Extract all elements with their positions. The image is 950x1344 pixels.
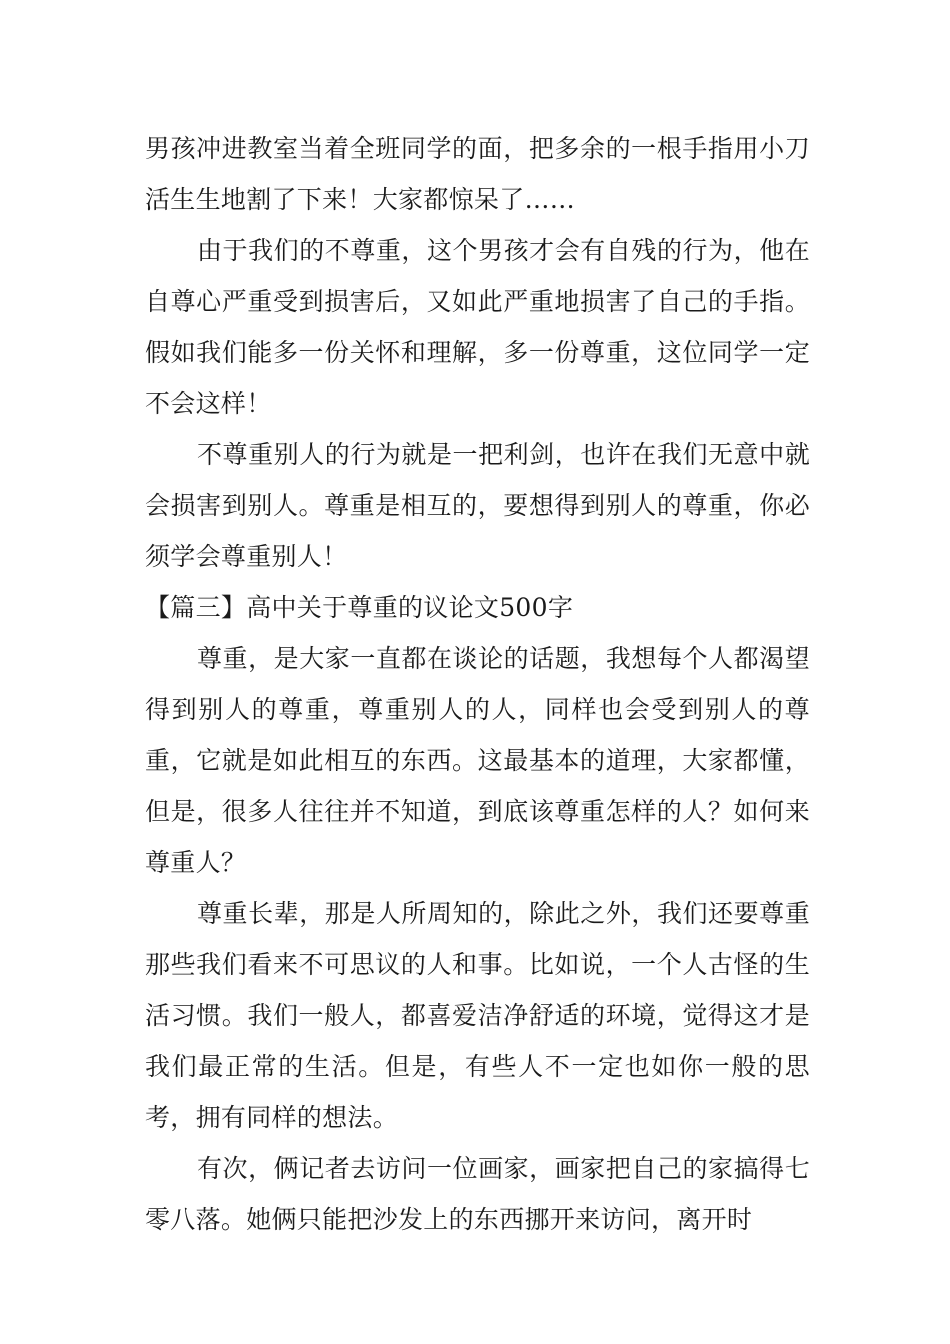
document-body [145, 123, 810, 1245]
paragraph-4: 尊重，是大家一直都在谈论的话题，我想每个人都渴望得到别人的尊重，尊重别人的人，同样也会受到别人的尊重，它就是如此相互的东西。这最基本的道理，大家都懂，但是，很多人往往并不知道，到底该尊重怎样的人？如何来尊重人？ [145, 644, 810, 877]
paragraph-3: 不尊重别人的行为就是一把利剑，也许在我们无意中就会损害到别人。尊重是相互的，要想得到别人的尊重，你必须学会尊重别人！ [145, 440, 810, 571]
paragraph-2: 由于我们的不尊重，这个男孩才会有自残的行为，他在自尊心严重受到损害后，又如此严重地损害了自己的手指。假如我们能多一份关怀和理解，多一份尊重，这位同学一定不会这样！ [145, 236, 810, 418]
paragraph-1: 男孩冲进教室当着全班同学的面，把多余的一根手指用小刀活生生地割了下来！大家都惊呆了…… [145, 134, 810, 214]
section-heading: 【篇三】高中关于尊重的议论文500字 [145, 593, 574, 622]
paragraph-6: 有次，俩记者去访问一位画家，画家把自己的家搞得七零八落。她俩只能把沙发上的东西挪开来访问，离开时 [145, 1154, 810, 1234]
paragraph-5: 尊重长辈，那是人所周知的，除此之外，我们还要尊重那些我们看来不可思议的人和事。比如说，一个人古怪的生活习惯。我们一般人，都喜爱洁净舒适的环境，觉得这才是我们最正常的生活。但是，有些人不一定也如你一般的思考，拥有同样的想法。 [145, 899, 810, 1132]
